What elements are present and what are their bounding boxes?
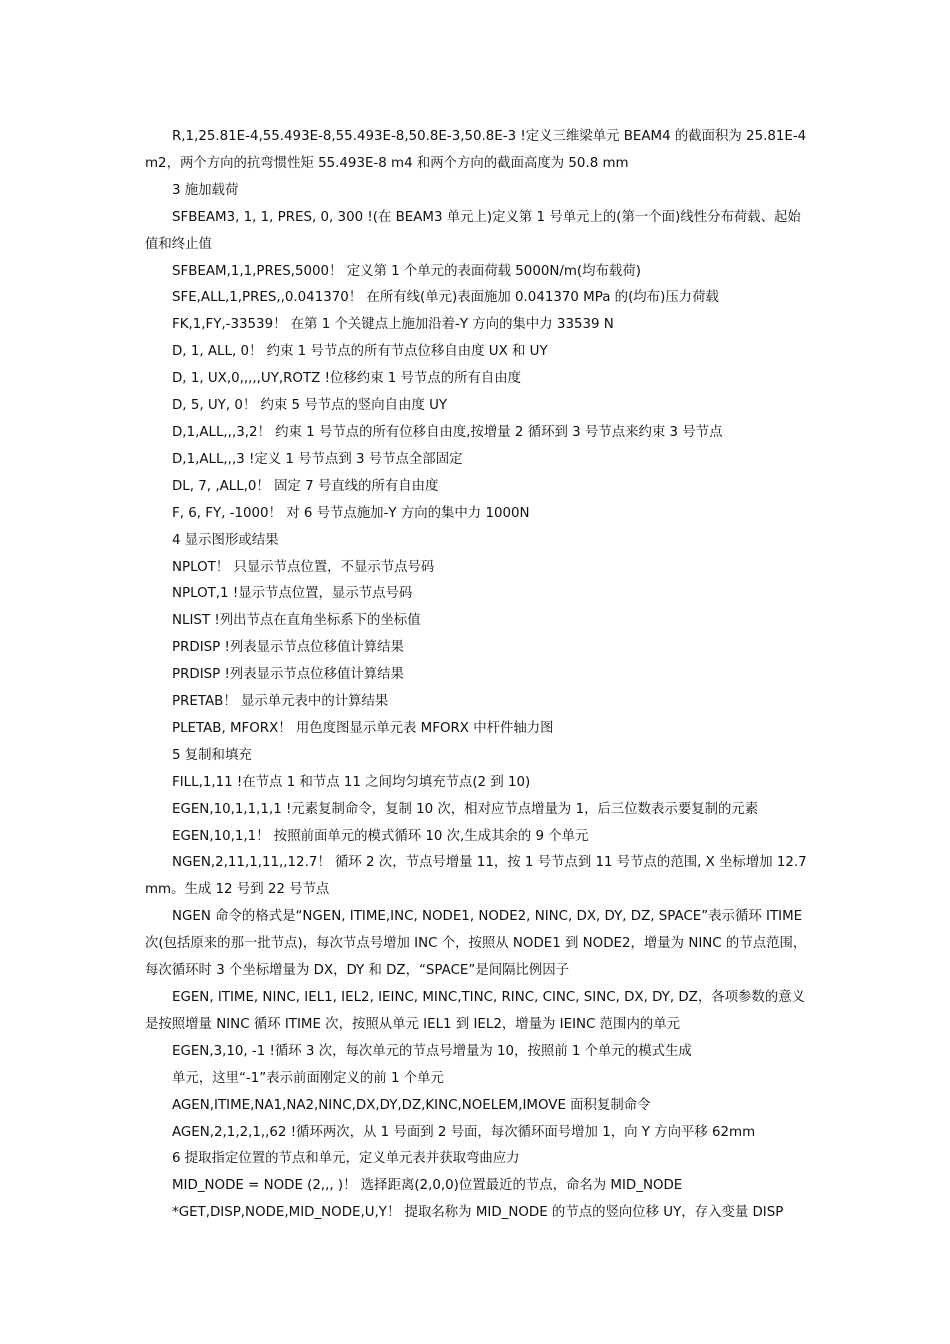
paragraph-egen-3-note: 单元，这里“-1”表示前面刚定义的前 1 个单元	[172, 1070, 444, 1086]
paragraph-fill: FILL,1,11 !在节点 1 和节点 11 之间均匀填充节点(2 到 10)	[172, 774, 531, 790]
paragraph-pretab: PRETAB！ 显示单元表中的计算结果	[172, 694, 389, 710]
document-body	[145, 124, 813, 1227]
paragraph-d-increment: D,1,ALL,,,3,2！ 约束 1 号节点的所有位移自由度,按增量 2 循环到 3 号节点来约束 3 号节点	[172, 424, 723, 440]
paragraph-sfbeam3: SFBEAM3, 1, 1, PRES, 0, 300 !(在 BEAM3 单元上)定义第 1 号单元上的(第一个面)线性分布荷载、起始值和终止值	[145, 209, 801, 252]
paragraph-pletab: PLETAB, MFORX！ 用色度图显示单元表 MFORX 中杆件轴力图	[172, 720, 554, 736]
paragraph-d-uy: D, 5, UY, 0！ 约束 5 号节点的竖向自由度 UY	[172, 398, 448, 414]
paragraph-nplot-1: NPLOT,1 !显示节点位置，显示节点号码	[172, 586, 413, 602]
paragraph-ngen: NGEN,2,11,1,11,,12.7！ 循环 2 次，节点号增量 11，按 1 号节点到 11 号节点的范围, X 坐标增加 12.7mm。生成 12 号到 22 号节点	[145, 855, 807, 898]
paragraph-section4-r-command: R,1,25.81E-4,55.493E-8,55.493E-8,50.8E-3,50.8E-3 !定义三维梁单元 BEAM4 的截面积为 25.81E-4 m2，两个方向的抗弯惯性矩 55.493E-8 m4 和两个方向的截面高度为 50.8 mm	[145, 129, 807, 171]
paragraph-sfe: SFE,ALL,1,PRES,,0.041370！ 在所有线(单元)表面施加 0.041370 MPa 的(均布)压力荷载	[172, 290, 719, 306]
paragraph-ngen-format: NGEN 命令的格式是“NGEN, ITIME,INC, NODE1, NODE2, NINC, DX, DY, DZ, SPACE”表示循环 ITIME 次(包括原来的那一批节点)，每次节点号增加 INC 个，按照从 NODE1 到 NODE2，增量为 NINC 的节点范围，每次循环时 3 个坐标增量为 DX，DY 和 DZ，“SPACE”是间隔比例因子	[145, 909, 807, 979]
paragraph-egen-2: EGEN,10,1,1！ 按照前面单元的模式循环 10 次,生成其余的 9 个单元	[172, 828, 589, 844]
paragraph-d-ux-uy-rotz: D, 1, UX,0,,,,,UY,ROTZ !位移约束 1 号节点的所有自由度	[172, 371, 522, 387]
paragraph-agen: AGEN,2,1,2,1,,62 !循环两次，从 1 号面到 2 号面，每次循环面号增加 1，向 Y 方向平移 62mm	[172, 1124, 756, 1140]
paragraph-get-disp: *GET,DISP,NODE,MID_NODE,U,Y！ 提取名称为 MID_NODE 的节点的竖向位移 UY，存入变量 DISP	[172, 1205, 784, 1221]
paragraph-nlist: NLIST !列出节点在直角坐标系下的坐标值	[172, 613, 421, 629]
paragraph-d-fixed: D,1,ALL,,,3 !定义 1 号节点到 3 号节点全部固定	[172, 451, 463, 467]
paragraph-nplot: NPLOT！ 只显示节点位置，不显示节点号码	[172, 559, 435, 575]
heading-apply-loads: 3 施加载荷	[172, 182, 239, 198]
paragraph-d-all: D, 1, ALL, 0！ 约束 1 号节点的所有节点位移自由度 UX 和 UY	[172, 344, 548, 360]
heading-extract-nodes: 6 提取指定位置的节点和单元，定义单元表并获取弯曲应力	[172, 1151, 520, 1167]
paragraph-egen-1: EGEN,10,1,1,1,1 !元素复制命令，复制 10 次，相对应节点增量为 1，后三位数表示要复制的元素	[172, 801, 759, 817]
paragraph-sfbeam: SFBEAM,1,1,PRES,5000！ 定义第 1 个单元的表面荷载 5000N/m(均布载荷)	[172, 263, 641, 279]
heading-display-results: 4 显示图形或结果	[172, 532, 279, 548]
paragraph-fk: FK,1,FY,-33539！ 在第 1 个关键点上施加沿着-Y 方向的集中力 33539 N	[172, 317, 614, 333]
paragraph-mid-node: MID_NODE = NODE (2,,, )！ 选择距离(2,0,0)位置最近的节点，命名为 MID_NODE	[172, 1178, 683, 1194]
paragraph-f: F, 6, FY, -1000！ 对 6 号节点施加-Y 方向的集中力 1000N	[172, 505, 530, 521]
paragraph-egen-format: EGEN, ITIME, NINC, IEL1, IEL2, IEINC, MINC,TINC, RINC, CINC, SINC, DX, DY, DZ，各项参数的意义是按照增量 NINC 循环 ITIME 次，按照从单元 IEL1 到 IEL2，增量为 IEINC 范围内的单元	[145, 990, 805, 1032]
paragraph-prdisp-1: PRDISP !列表显示节点位移值计算结果	[172, 640, 404, 656]
paragraph-prdisp-2: PRDISP !列表显示节点位移值计算结果	[172, 667, 404, 683]
paragraph-egen-3: EGEN,3,10, -1 !循环 3 次，每次单元的节点号增量为 10，按照前 1 个单元的模式生成	[172, 1043, 692, 1059]
paragraph-agen-format: AGEN,ITIME,NA1,NA2,NINC,DX,DY,DZ,KINC,NOELEM,IMOVE 面积复制命令	[172, 1097, 651, 1113]
paragraph-dl: DL, 7, ,ALL,0！ 固定 7 号直线的所有自由度	[172, 478, 439, 494]
heading-copy-fill: 5 复制和填充	[172, 747, 252, 763]
